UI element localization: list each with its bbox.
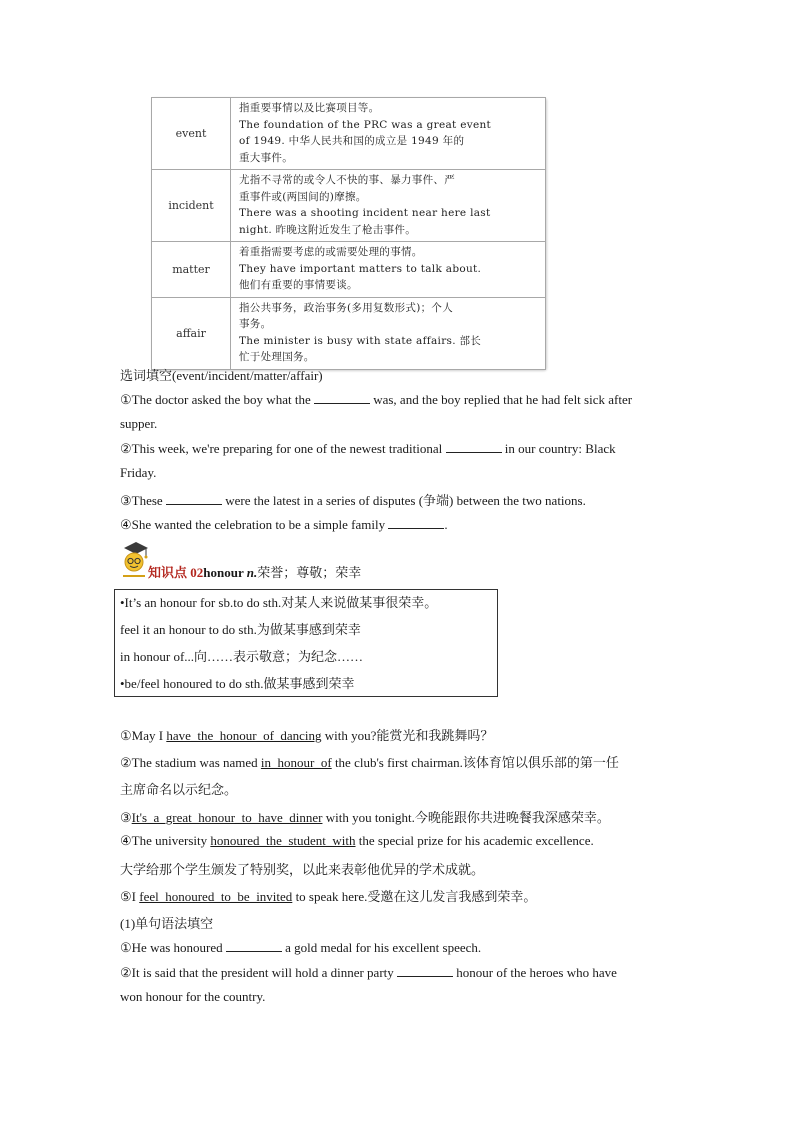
exercise-question-1-cont: supper. bbox=[120, 416, 158, 431]
term-cell: matter bbox=[152, 242, 231, 298]
exercise-2-question-1: ①He was honoured a gold medal for his excellent speech. bbox=[120, 940, 482, 955]
usage-line: •It’s an honour for sb.to do sth.对某人来说做某事很荣幸。 bbox=[120, 595, 438, 610]
answer-blank[interactable] bbox=[446, 440, 502, 453]
exercise-question-2: ②This week, we're preparing for one of the newest traditional in our country: Black bbox=[120, 441, 616, 456]
description-cell: 着重指需要考虑的或需要处理的事情。 They have important matters to talk about. 他们有重要的事情要谈。 bbox=[231, 242, 546, 298]
usage-box bbox=[114, 589, 498, 697]
table-row bbox=[152, 98, 546, 170]
exercise-question-4: ④She wanted the celebration to be a simple family . bbox=[120, 517, 448, 532]
example-2: ②The stadium was named in_honour_of the club's first chairman.该体育馆以俱乐部的第一任 bbox=[120, 755, 619, 770]
description-cell: 指重要事情以及比赛项目等。 The foundation of the PRC was a great event of 1949. 中华人民共和国的成立是 1949 年的 重大事件。 bbox=[231, 98, 546, 170]
table-row bbox=[152, 242, 546, 298]
answer-blank[interactable] bbox=[166, 492, 222, 505]
answer-blank[interactable] bbox=[226, 939, 282, 952]
example-3: ③It's_a_great_honour_to_have_dinner with you tonight.今晚能跟你共进晚餐我深感荣幸。 bbox=[120, 810, 610, 825]
usage-line: feel it an honour to do sth.为做某事感到荣幸 bbox=[120, 622, 361, 637]
usage-line: in honour of...向……表示敬意；为纪念…… bbox=[120, 649, 364, 664]
exercise-2-question-2: ②It is said that the president will hold a dinner party honour of the heroes who have bbox=[120, 965, 617, 980]
answer-blank[interactable] bbox=[388, 516, 444, 529]
knowledge-point-title: 知识点 02honour n.荣誉；尊敬；荣幸 bbox=[148, 565, 362, 580]
table-row bbox=[152, 297, 546, 369]
answer-blank[interactable] bbox=[397, 964, 453, 977]
exercise-question-2-cont: Friday. bbox=[120, 465, 157, 480]
exercise-heading: 选词填空(event/incident/matter/affair) bbox=[120, 368, 323, 383]
example-4: ④The university honoured_the_student_with the special prize for his academic excellence. bbox=[120, 833, 594, 848]
term-cell: event bbox=[152, 98, 231, 170]
exercise-2-heading: (1)单句语法填空 bbox=[120, 916, 214, 931]
term-cell: incident bbox=[152, 170, 231, 242]
example-5: ⑤I feel_honoured_to_be_invited to speak here.受邀在这儿发言我感到荣幸。 bbox=[120, 889, 537, 904]
description-cell: 尤指不寻常的或令人不快的事、暴力事件、严 重事件或(两国间的)摩擦。 There was a shooting incident near here last night. 昨晚这附近发生了枪击事件。 bbox=[231, 170, 546, 242]
exercise-question-3: ③These were the latest in a series of disputes (争端) between the two nations. bbox=[120, 493, 586, 508]
description-cell: 指公共事务，政治事务(多用复数形式)；个人 事务。 The minister is busy with state affairs. 部长 忙于处理国务。 bbox=[231, 297, 546, 369]
example-2-cont: 主席命名以示纪念。 bbox=[120, 782, 238, 797]
exercise-question-1: ①The doctor asked the boy what the was, and the boy replied that he had felt sick after bbox=[120, 392, 633, 407]
exercise-2-question-2-cont: won honour for the country. bbox=[120, 989, 266, 1004]
usage-line: •be/feel honoured to do sth.做某事感到荣幸 bbox=[120, 676, 355, 691]
word-comparison-table bbox=[151, 97, 546, 370]
student-mascot-icon bbox=[118, 540, 150, 580]
table-row bbox=[152, 170, 546, 242]
example-1: ①May I have_the_honour_of_dancing with you?能赏光和我跳舞吗？ bbox=[120, 728, 494, 743]
term-cell: affair bbox=[152, 297, 231, 369]
example-4-cont: 大学给那个学生颁发了特别奖，以此来表彰他优异的学术成就。 bbox=[120, 862, 485, 877]
answer-blank[interactable] bbox=[314, 391, 370, 404]
